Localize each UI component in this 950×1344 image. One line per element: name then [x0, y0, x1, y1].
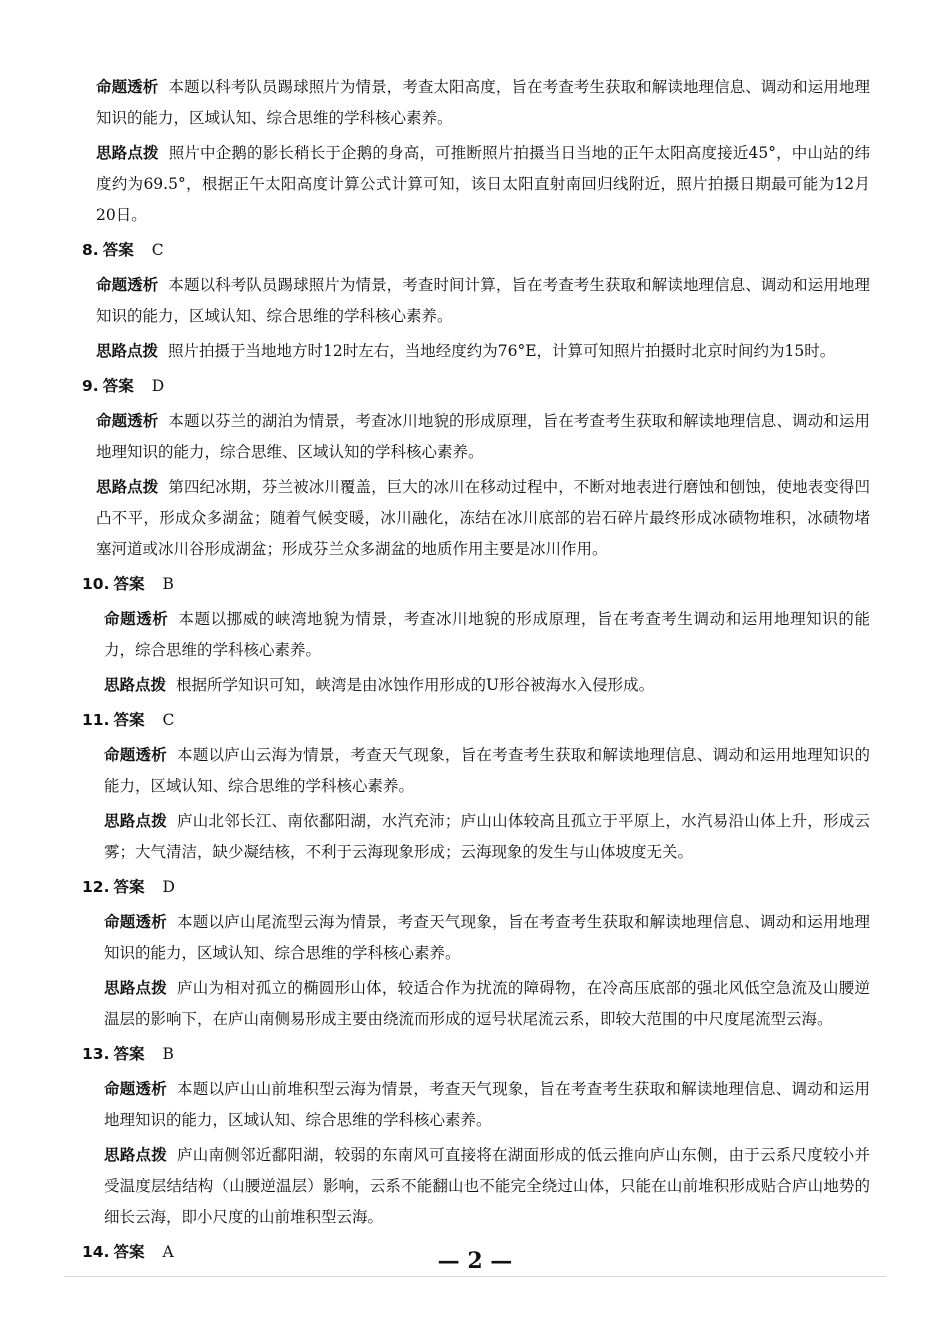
answer-label: 答案 — [102, 377, 134, 395]
hint-text: 照片拍摄于当地地方时12时左右，当地经度约为76°E，计算可知照片拍摄时北京时间约为15时。 — [168, 342, 836, 360]
answer-line — [82, 872, 870, 903]
hint-text: 庐山北邻长江、南依鄱阳湖，水汽充沛；庐山山体较高且孤立于平原上，水汽易沿山体上升，形成云雾；大气清洁，缺少凝结核，不利于云海现象形成；云海现象的发生与山体坡度无关。 — [104, 812, 870, 861]
question-13 — [82, 1039, 870, 1233]
analysis-paragraph — [96, 740, 870, 802]
answer-line — [82, 371, 870, 402]
analysis-text: 本题以庐山山前堆积型云海为情景，考查天气现象，旨在考查考生获取和解读地理信息、调动和运用地理知识的能力，区域认知、综合思维的学科核心素养。 — [104, 1080, 870, 1129]
analysis-text: 本题以庐山尾流型云海为情景，考查天气现象，旨在考查考生获取和解读地理信息、调动和运用地理知识的能力，区域认知、综合思维的学科核心素养。 — [104, 913, 870, 962]
question-number: 12. — [82, 878, 110, 896]
analysis-label: 命题透析 — [96, 276, 159, 294]
hint-label: 思路点拨 — [96, 144, 159, 162]
hint-label: 思路点拨 — [104, 812, 168, 830]
question-10 — [82, 569, 870, 701]
hint-label: 思路点拨 — [104, 676, 167, 694]
answer-letter: D — [151, 377, 165, 395]
question-7-explanation — [96, 72, 870, 231]
analysis-paragraph — [96, 406, 870, 468]
analysis-text: 本题以庐山云海为情景，考查天气现象，旨在考查考生获取和解读地理信息、调动和运用地理知识的能力，区域认知、综合思维的学科核心素养。 — [104, 746, 870, 795]
answer-letter: B — [162, 575, 174, 593]
hint-label: 思路点拨 — [96, 342, 159, 360]
question-8 — [82, 235, 870, 367]
analysis-paragraph — [96, 1074, 870, 1136]
hint-paragraph — [96, 336, 870, 367]
analysis-paragraph — [96, 72, 870, 134]
page-number: — 2 — — [437, 1248, 513, 1274]
question-number: 13. — [82, 1045, 110, 1063]
hint-text: 照片中企鹅的影长稍长于企鹅的身高，可推断照片拍摄当日当地的正午太阳高度接近45°，中山站的纬度约为69.5°，根据正午太阳高度计算公式计算可知，该日太阳直射南回归线附近，照片拍摄日期最可能为12月20日。 — [96, 144, 870, 224]
answer-line — [82, 705, 870, 736]
answer-label: 答案 — [113, 1243, 145, 1261]
analysis-text: 本题以科考队员踢球照片为情景，考查太阳高度，旨在考查考生获取和解读地理信息、调动和运用地理知识的能力，区域认知、综合思维的学科核心素养。 — [96, 78, 870, 127]
hint-text: 庐山南侧邻近鄱阳湖，较弱的东南风可直接将在湖面形成的低云推向庐山东侧，由于云系尺度较小并受温度层结结构（山腰逆温层）影响，云系不能翻山也不能完全绕过山体，只能在山前堆积形成贴合庐山地势的细长云海，即小尺度的山前堆积型云海。 — [104, 1146, 870, 1226]
answer-letter: A — [162, 1243, 174, 1261]
question-number: 10. — [82, 575, 110, 593]
analysis-paragraph — [96, 270, 870, 332]
hint-paragraph — [96, 806, 870, 868]
question-number: 11. — [82, 711, 110, 729]
hint-paragraph — [96, 138, 870, 231]
question-number: 9. — [82, 377, 99, 395]
hint-paragraph — [96, 472, 870, 565]
analysis-text: 本题以挪威的峡湾地貌为情景，考查冰川地貌的形成原理，旨在考查考生调动和运用地理知识的能力，综合思维的学科核心素养。 — [104, 610, 870, 659]
answer-line — [82, 235, 870, 266]
answer-label: 答案 — [113, 575, 145, 593]
answer-label: 答案 — [113, 711, 145, 729]
hint-paragraph — [96, 973, 870, 1035]
answer-line — [82, 569, 870, 600]
analysis-paragraph — [96, 907, 870, 969]
answer-letter: C — [162, 711, 175, 729]
analysis-label: 命题透析 — [96, 78, 159, 96]
question-9 — [82, 371, 870, 565]
answer-label: 答案 — [102, 241, 134, 259]
hint-text: 根据所学知识可知，峡湾是由冰蚀作用形成的U形谷被海水入侵形成。 — [176, 676, 655, 694]
answer-letter: C — [151, 241, 164, 259]
question-12 — [82, 872, 870, 1035]
answer-letter: D — [162, 878, 175, 896]
analysis-text: 本题以科考队员踢球照片为情景，考查时间计算，旨在考查考生获取和解读地理信息、调动和运用地理知识的能力，区域认知、综合思维的学科核心素养。 — [96, 276, 870, 325]
analysis-label: 命题透析 — [104, 610, 169, 628]
analysis-label: 命题透析 — [104, 1080, 168, 1098]
hint-text: 第四纪冰期，芬兰被冰川覆盖，巨大的冰川在移动过程中，不断对地表进行磨蚀和刨蚀，使地表变得凹凸不平，形成众多湖盆；随着气候变暖，冰川融化，冻结在冰川底部的岩石碎片最终形成冰碛物堆积，冰碛物堵塞河道或冰川谷形成湖盆；形成芬兰众多湖盆的地质作用主要是冰川作用。 — [96, 478, 870, 558]
hint-text: 庐山为相对孤立的椭圆形山体，较适合作为扰流的障碍物，在冷高压底部的强北风低空急流及山腰逆温层的影响下，在庐山南侧易形成主要由绕流而形成的逗号状尾流云系，即较大范围的中尺度尾流型云海。 — [104, 979, 870, 1028]
analysis-label: 命题透析 — [96, 412, 159, 430]
question-number: 14. — [82, 1243, 110, 1261]
answer-label: 答案 — [113, 1045, 145, 1063]
analysis-text: 本题以芬兰的湖泊为情景，考查冰川地貌的形成原理，旨在考查考生获取和解读地理信息、调动和运用地理知识的能力，综合思维、区域认知的学科核心素养。 — [96, 412, 870, 461]
footer-divider — [64, 1276, 886, 1277]
answer-letter: B — [162, 1045, 174, 1063]
hint-paragraph — [96, 670, 870, 701]
hint-paragraph — [96, 1140, 870, 1233]
question-number: 8. — [82, 241, 99, 259]
question-11 — [82, 705, 870, 868]
analysis-label: 命题透析 — [104, 746, 168, 764]
hint-label: 思路点拨 — [104, 1146, 168, 1164]
analysis-label: 命题透析 — [104, 913, 168, 931]
answer-line — [82, 1039, 870, 1070]
analysis-paragraph — [96, 604, 870, 666]
answer-label: 答案 — [113, 878, 145, 896]
hint-label: 思路点拨 — [96, 478, 159, 496]
hint-label: 思路点拨 — [104, 979, 168, 997]
